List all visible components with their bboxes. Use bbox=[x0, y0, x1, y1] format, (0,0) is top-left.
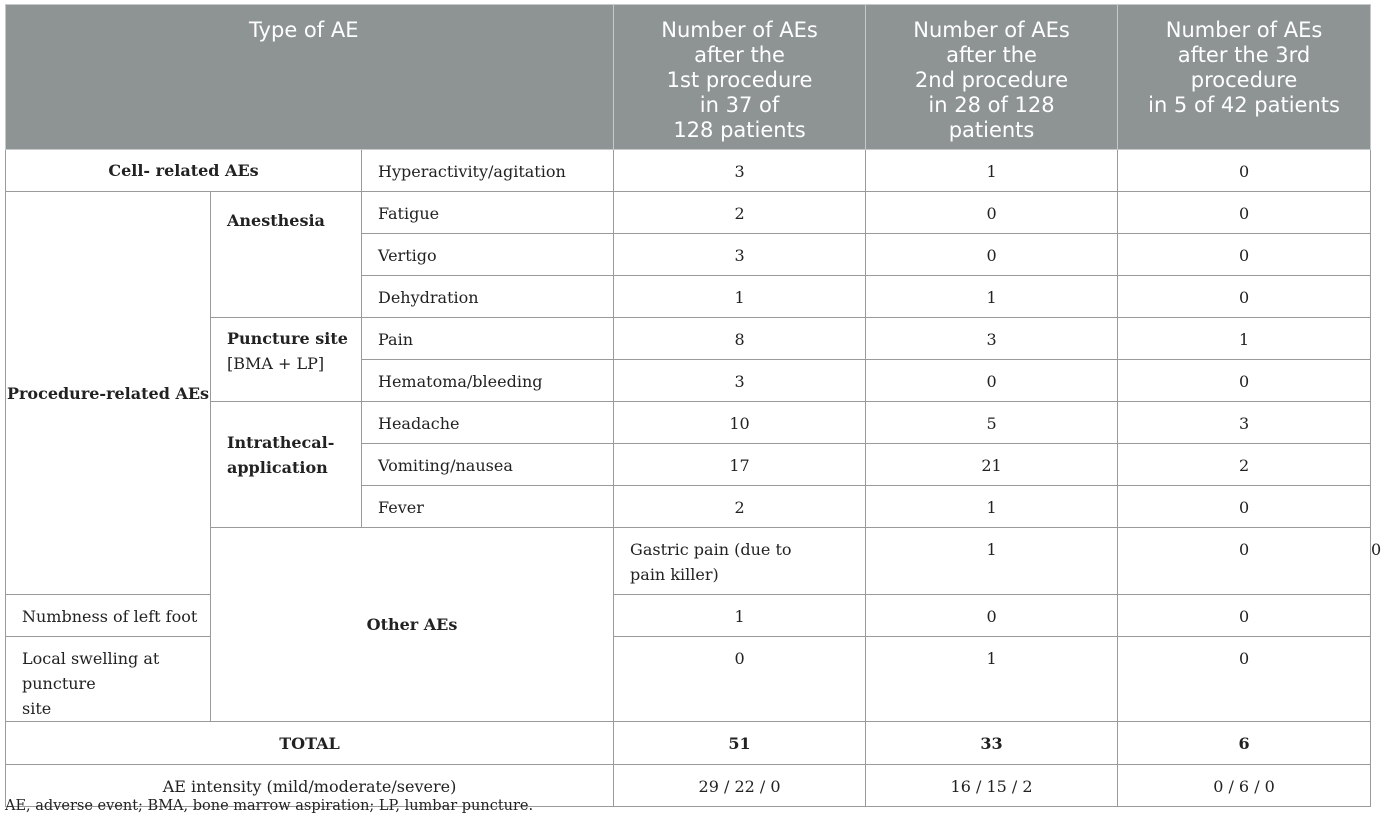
value-3rd: 0 bbox=[1118, 486, 1371, 528]
value-2nd: 21 bbox=[866, 444, 1118, 486]
table-row bbox=[6, 318, 1371, 360]
value-1st: 2 bbox=[614, 486, 866, 528]
header-line: after the 3rd bbox=[1177, 43, 1311, 67]
value-3rd: 1 bbox=[1118, 318, 1371, 360]
ae-label: Hematoma/bleeding bbox=[362, 360, 614, 402]
value-1st: 3 bbox=[614, 360, 866, 402]
value-1st: 1 bbox=[614, 276, 866, 318]
group-other: Other AEs bbox=[211, 528, 614, 722]
value-1st: 17 bbox=[614, 444, 866, 486]
ae-label: Vomiting/nausea bbox=[362, 444, 614, 486]
ae-label: Fever bbox=[362, 486, 614, 528]
total-row bbox=[6, 722, 1371, 765]
total-1st: 51 bbox=[614, 722, 866, 765]
value-2nd: 1 bbox=[866, 276, 1118, 318]
table-row: Other AEs Gastric pain (due to pain killer) 1 0 0 bbox=[6, 528, 1371, 595]
value-3rd: 0 bbox=[1118, 360, 1371, 402]
value-2nd: 1 bbox=[866, 486, 1118, 528]
value-3rd: 0 bbox=[1118, 595, 1371, 637]
value-1st: 0 bbox=[614, 637, 866, 722]
ae-label-line: pain killer) bbox=[630, 565, 719, 584]
value-2nd: 0 bbox=[866, 192, 1118, 234]
table-row bbox=[6, 402, 1371, 444]
table-row bbox=[6, 595, 1371, 637]
header-1st-procedure bbox=[614, 5, 866, 150]
value-2nd: 0 bbox=[866, 234, 1118, 276]
ae-label: Numbness of left foot bbox=[6, 595, 211, 637]
subgroup-puncture-site bbox=[211, 318, 362, 402]
table-row bbox=[6, 637, 1371, 722]
header-line: in 5 of 42 patients bbox=[1148, 93, 1340, 117]
ae-label: Dehydration bbox=[362, 276, 614, 318]
subgroup-intrathecal-line: Intrathecal- bbox=[227, 433, 335, 452]
value-3rd: 0 bbox=[1118, 276, 1371, 318]
header-2nd-procedure bbox=[866, 5, 1118, 150]
value-2nd: 3 bbox=[866, 318, 1118, 360]
subgroup-puncture-label: Puncture site bbox=[227, 329, 348, 348]
value-1st: 8 bbox=[614, 318, 866, 360]
value-1st: 10 bbox=[614, 402, 866, 444]
value-1st: 2 bbox=[614, 192, 866, 234]
ae-table-container bbox=[5, 4, 1381, 807]
ae-label: Headache bbox=[362, 402, 614, 444]
value-3rd: 0 bbox=[1118, 150, 1371, 192]
value-1st: 3 bbox=[614, 150, 866, 192]
value-2nd: 1 bbox=[866, 150, 1118, 192]
intensity-3rd: 0 / 6 / 0 bbox=[1118, 765, 1371, 807]
table-row bbox=[6, 150, 1371, 192]
group-cell-related: Cell- related AEs bbox=[6, 150, 362, 192]
ae-label: Vertigo bbox=[362, 234, 614, 276]
header-row bbox=[6, 5, 1371, 150]
header-line: Number of AEs bbox=[661, 18, 818, 42]
value-2nd: 0 bbox=[866, 360, 1118, 402]
value-2nd: 0 bbox=[1118, 528, 1371, 595]
value-3rd: 0 bbox=[1118, 637, 1371, 722]
table-footnote: AE, adverse event; BMA, bone marrow aspiration; LP, lumbar puncture. bbox=[5, 798, 534, 814]
header-line: 128 patients bbox=[673, 118, 806, 142]
value-2nd: 5 bbox=[866, 402, 1118, 444]
subgroup-intrathecal-line: application bbox=[227, 458, 328, 477]
ae-label bbox=[6, 637, 211, 722]
intensity-2nd: 16 / 15 / 2 bbox=[866, 765, 1118, 807]
table-row bbox=[6, 192, 1371, 234]
ae-label-line: site bbox=[22, 699, 52, 718]
ae-label: Hyperactivity/agitation bbox=[362, 150, 614, 192]
subgroup-anesthesia: Anesthesia bbox=[211, 192, 362, 318]
header-line: Number of AEs bbox=[913, 18, 1070, 42]
value-1st: 1 bbox=[614, 595, 866, 637]
header-3rd-procedure bbox=[1118, 5, 1371, 150]
ae-label bbox=[614, 528, 866, 595]
ae-label-line: Gastric pain (due to bbox=[630, 540, 792, 559]
value-3rd: 0 bbox=[1118, 234, 1371, 276]
header-line: after the bbox=[946, 43, 1037, 67]
intensity-1st: 29 / 22 / 0 bbox=[614, 765, 866, 807]
header-line: procedure bbox=[1190, 68, 1298, 92]
group-procedure-related: Procedure-related AEs bbox=[6, 192, 211, 595]
header-type-of-ae: Type of AE bbox=[6, 5, 614, 150]
total-label: TOTAL bbox=[6, 722, 614, 765]
value-3rd: 3 bbox=[1118, 402, 1371, 444]
header-line: in 28 of 128 bbox=[928, 93, 1055, 117]
value-2nd: 0 bbox=[866, 595, 1118, 637]
ae-label: Pain bbox=[362, 318, 614, 360]
header-line: 1st procedure bbox=[666, 68, 813, 92]
value-2nd: 1 bbox=[866, 637, 1118, 722]
total-2nd: 33 bbox=[866, 722, 1118, 765]
value-1st: 3 bbox=[614, 234, 866, 276]
subgroup-puncture-note: [BMA + LP] bbox=[227, 354, 325, 373]
header-line: Number of AEs bbox=[1165, 18, 1323, 42]
adverse-events-table bbox=[5, 4, 1381, 807]
header-line: after the bbox=[694, 43, 785, 67]
value-3rd: 0 bbox=[1118, 192, 1371, 234]
value-1st: 1 bbox=[866, 528, 1118, 595]
total-3rd: 6 bbox=[1118, 722, 1371, 765]
intensity-label: AE intensity (mild/moderate/severe) bbox=[6, 765, 614, 807]
ae-label-line: Local swelling at puncture bbox=[22, 649, 160, 693]
header-line: in 37 of bbox=[699, 93, 780, 117]
header-line: patients bbox=[948, 118, 1035, 142]
value-3rd: 2 bbox=[1118, 444, 1371, 486]
ae-label: Fatigue bbox=[362, 192, 614, 234]
header-line: 2nd procedure bbox=[914, 68, 1069, 92]
subgroup-intrathecal-application bbox=[211, 402, 362, 528]
